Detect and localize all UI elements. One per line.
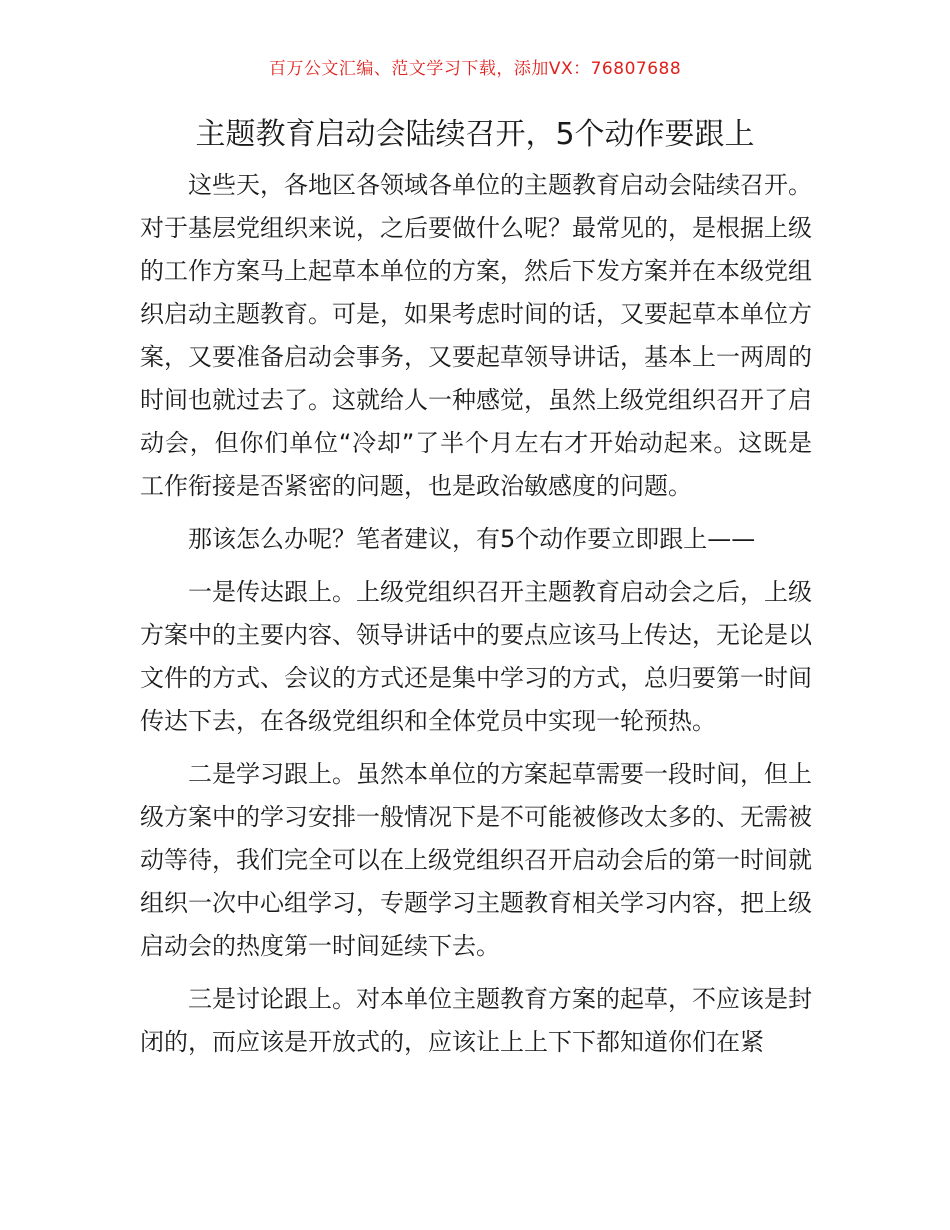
paragraph-question: 那该怎么办呢？笔者建议，有5个动作要立即跟上—— <box>188 525 756 553</box>
paragraph-intro: 这些天，各地区各领域各单位的主题教育启动会陆续召开。对于基层党组织来说，之后要做什么呢？最常见的，是根据上级的工作方案马上起草本单位的方案，然后下发方案并在本级党组织启动主题教育。可是，如果考虑时间的话，又要起草本单位方案，又要准备启动会事务，又要起草领导讲话，基本上一两周的时间也就过去了。这就给人一种感觉，虽然上级党组织召开了启动会，但你们单位“冷却”了半个月左右才开始动起来。这既是工作衔接是否紧密的问题，也是政治敏感度的问题。 <box>140 171 812 500</box>
paragraph-action-2: 二是学习跟上。虽然本单位的方案起草需要一段时间，但上级方案中的学习安排一般情况下是不可能被修改太多的、无需被动等待，我们完全可以在上级党组织召开启动会后的第一时间就组织一次中心组学习，专题学习主题教育相关学习内容，把上级启动会的热度第一时间延续下去。 <box>140 760 812 960</box>
paragraph-action-3: 三是讨论跟上。对本单位主题教育方案的起草，不应该是封闭的，而应该是开放式的，应该让上上下下都知道你们在紧 <box>140 985 812 1056</box>
document-body <box>140 164 812 1074</box>
watermark-header: 百万公文汇编、范文学习下载，添加VX：76807688 <box>268 59 682 79</box>
page-title: 主题教育启动会陆续召开，5个动作要跟上 <box>195 117 755 152</box>
paragraph-action-1: 一是传达跟上。上级党组织召开主题教育启动会之后，上级方案中的主要内容、领导讲话中的要点应该马上传达，无论是以文件的方式、会议的方式还是集中学习的方式，总归要第一时间传达下去，在各级党组织和全体党员中实现一轮预热。 <box>140 578 812 735</box>
